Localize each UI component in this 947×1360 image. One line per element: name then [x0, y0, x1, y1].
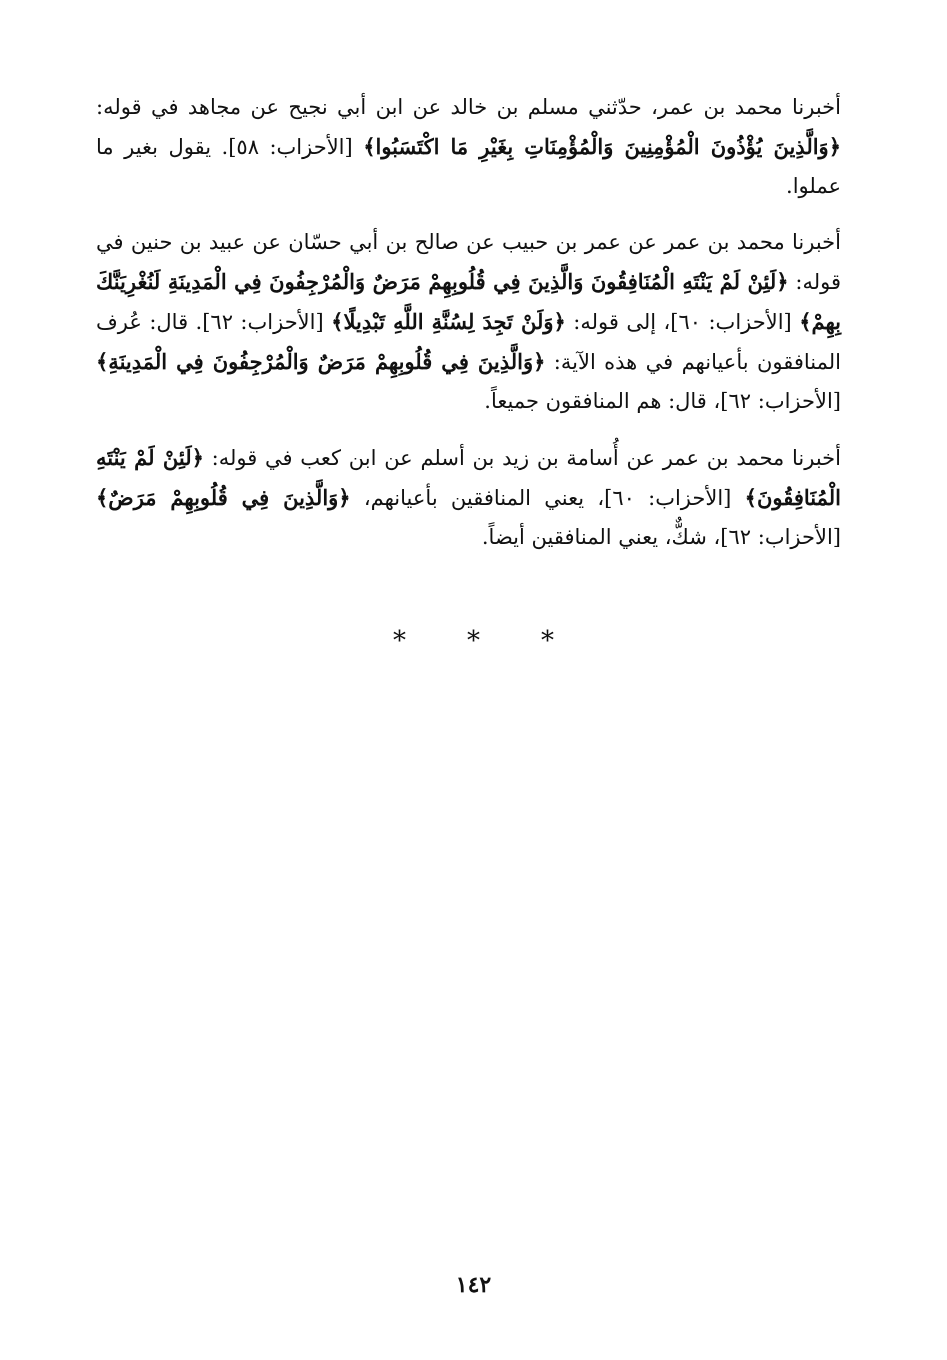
quran-verse: ﴿لَئِنْ لَمْ يَنْتَهِ الْمُنَافِقُونَ﴾	[96, 445, 841, 510]
asterisk-ornament: *	[393, 626, 406, 656]
narration-text: [الأحزاب: ٦٢]، قال: هم المنافقون جميعاً.	[484, 389, 841, 413]
narration-text: [الأحزاب: ٦٠]، يعني المنافقين بأعيانهم،	[350, 486, 745, 510]
quran-verse: ﴿وَالَّذِينَ فِي قُلُوبِهِمْ مَرَضٌ﴾	[96, 485, 351, 510]
narration-text: [الأحزاب: ٥٨]. يقول بغير ما عملوا.	[96, 135, 841, 198]
quran-verse: ﴿لَئِنْ لَمْ يَنْتَهِ الْمُنَافِقُونَ وَالَّذِينَ فِي قُلُوبِهِمْ مَرَضٌ وَالْمُرْجِفُونَ فِي الْمَدِينَةِ لَنُغْرِيَنَّكَ بِهِمْ﴾	[96, 269, 841, 334]
narration-text: [الأحزاب: ٦٠]، إلى قوله:	[565, 310, 800, 334]
narration-text: أخبرنا محمد بن عمر، حدّثني مسلم بن خالد عن ابن أبي نجيح عن مجاهد في قوله:	[96, 95, 841, 119]
narration-text: أخبرنا محمد بن عمر عن عمر بن حبيب عن صالح بن أبي حسّان عن عبيد بن حنين في قوله:	[96, 230, 841, 294]
quran-verse: ﴿وَالَّذِينَ يُؤْذُونَ الْمُؤْمِنِينَ وَالْمُؤْمِنَاتِ بِغَيْرِ مَا اكْتَسَبُوا﴾	[363, 134, 842, 159]
section-separator	[0, 626, 947, 656]
asterisk-ornament: *	[541, 626, 554, 656]
asterisk-ornament: *	[467, 626, 480, 656]
paragraph	[96, 88, 841, 206]
quran-verse: ﴿وَلَنْ تَجِدَ لِسُنَّةِ اللَّهِ تَبْدِيلًا﴾	[331, 309, 566, 334]
paragraph	[96, 223, 841, 421]
narration-text: أخبرنا محمد بن عمر عن أُسامة بن زيد بن أسلم عن ابن كعب في قوله:	[203, 446, 842, 470]
paragraph	[96, 438, 841, 557]
page-body	[96, 88, 841, 574]
narration-text: [الأحزاب: ٦٢]. قال: عُرف المنافقون بأعيانهم في هذه الآية:	[96, 310, 841, 374]
quran-verse: ﴿وَالَّذِينَ فِي قُلُوبِهِمْ مَرَضٌ وَالْمُرْجِفُونَ فِي الْمَدِينَةِ﴾	[96, 349, 546, 374]
page-number: ١٤٢	[455, 1272, 492, 1298]
narration-text: [الأحزاب: ٦٢]، شكٌّ، يعني المنافقين أيضاً.	[481, 525, 841, 549]
